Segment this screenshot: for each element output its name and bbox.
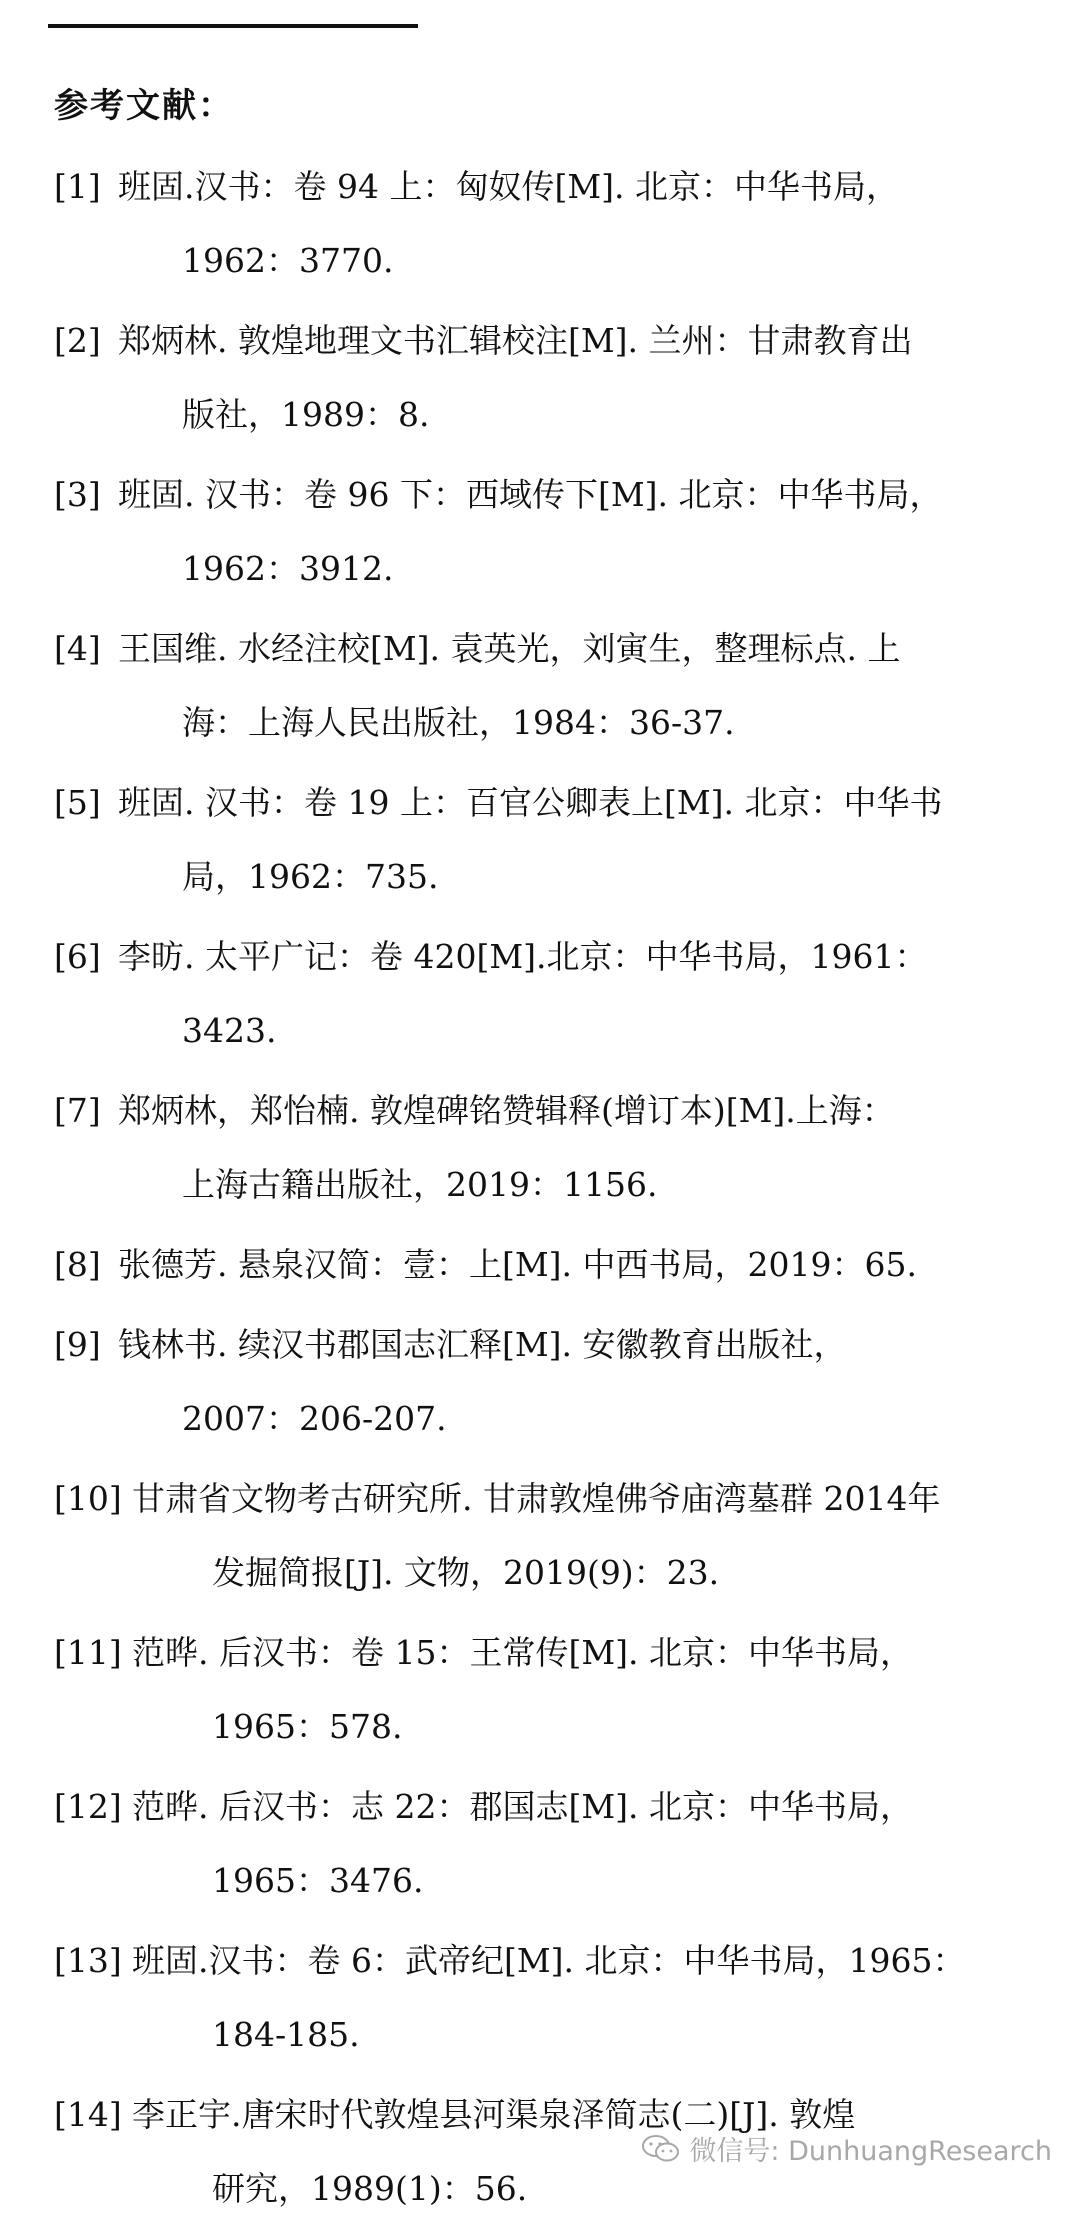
reference-item [54, 1308, 1044, 1456]
reference-line: 发掘简报[J]. 文物，2019(9)：23. [212, 1553, 720, 1592]
reference-item [54, 920, 1044, 1068]
reference-item [54, 150, 1044, 298]
reference-line: 甘肃省文物考古研究所. 甘肃敦煌佛爷庙湾墓群 2014年 [132, 1479, 941, 1518]
reference-line: 1965：578. [212, 1707, 403, 1746]
reference-number: [14] [54, 2095, 122, 2134]
reference-number: [13] [54, 1941, 122, 1980]
reference-line: 钱林书. 续汉书郡国志汇释[M]. 安徽教育出版社， [118, 1325, 847, 1364]
reference-number: [1] [54, 167, 101, 206]
reference-list [54, 150, 1044, 2232]
reference-line: 郑炳林. 敦煌地理文书汇辑校注[M]. 兰州：甘肃教育出 [118, 321, 913, 360]
watermark-text: 微信号: DunhuangResearch [689, 2136, 1052, 2167]
reference-line: 局，1962：735. [182, 857, 439, 896]
reference-number: [2] [54, 321, 101, 360]
reference-line: 班固.汉书：卷 6：武帝纪[M]. 北京：中华书局，1965： [132, 1941, 966, 1980]
reference-item [54, 1924, 1044, 2072]
reference-line: 研究，1989(1)：56. [212, 2169, 528, 2208]
reference-item [54, 612, 1044, 760]
reference-number: [6] [54, 937, 101, 976]
reference-line: 1962：3770. [182, 241, 394, 280]
reference-line: 3423. [182, 1011, 277, 1050]
reference-line: 李正宇.唐宋时代敦煌县河渠泉泽简志(二)[J]. 敦煌 [132, 2095, 856, 2134]
reference-item [54, 1462, 1044, 1610]
reference-number: [8] [54, 1245, 101, 1284]
reference-item [54, 1770, 1044, 1918]
reference-item [54, 1228, 1044, 1302]
reference-line: 郑炳林，郑怡楠. 敦煌碑铭赞辑释(增订本)[M].上海： [118, 1091, 895, 1130]
reference-line: 王国维. 水经注校[M]. 袁英光，刘寅生，整理标点. 上 [118, 629, 901, 668]
reference-number: [3] [54, 475, 101, 514]
reference-line: 张德芳. 悬泉汉简：壹：上[M]. 中西书局，2019：65. [118, 1245, 917, 1284]
reference-line: 版社，1989：8. [182, 395, 430, 434]
reference-item [54, 766, 1044, 914]
reference-number: [7] [54, 1091, 101, 1130]
reference-line: 184-185. [212, 2015, 360, 2054]
watermark [641, 2129, 1052, 2168]
reference-number: [12] [54, 1787, 122, 1826]
reference-item [54, 458, 1044, 606]
reference-line: 班固. 汉书：卷 19 上：百官公卿表上[M]. 北京：中华书 [118, 783, 943, 822]
reference-number: [5] [54, 783, 101, 822]
reference-number: [9] [54, 1325, 101, 1364]
reference-number: [4] [54, 629, 101, 668]
reference-line: 上海古籍出版社，2019：1156. [182, 1165, 658, 1204]
reference-line: 海：上海人民出版社，1984：36-37. [182, 703, 735, 742]
reference-line: 李昉. 太平广记：卷 420[M].北京：中华书局，1961： [118, 937, 928, 976]
reference-line: 1962：3912. [182, 549, 394, 588]
reference-line: 2007：206-207. [182, 1399, 447, 1438]
reference-number: [11] [54, 1633, 122, 1672]
reference-line: 班固. 汉书：卷 96 下：西域传下[M]. 北京：中华书局， [118, 475, 943, 514]
reference-item [54, 1616, 1044, 1764]
wechat-icon [641, 2134, 681, 2164]
reference-item [54, 1074, 1044, 1222]
reference-line: 班固.汉书：卷 94 上：匈奴传[M]. 北京：中华书局， [118, 167, 899, 206]
reference-line: 范晔. 后汉书：志 22：郡国志[M]. 北京：中华书局， [132, 1787, 913, 1826]
reference-line: 1965：3476. [212, 1861, 424, 1900]
references-heading: 参考文献： [54, 86, 234, 126]
top-rule [48, 24, 418, 28]
reference-number: [10] [54, 1479, 122, 1518]
reference-item [54, 304, 1044, 452]
reference-line: 范晔. 后汉书：卷 15：王常传[M]. 北京：中华书局， [132, 1633, 913, 1672]
